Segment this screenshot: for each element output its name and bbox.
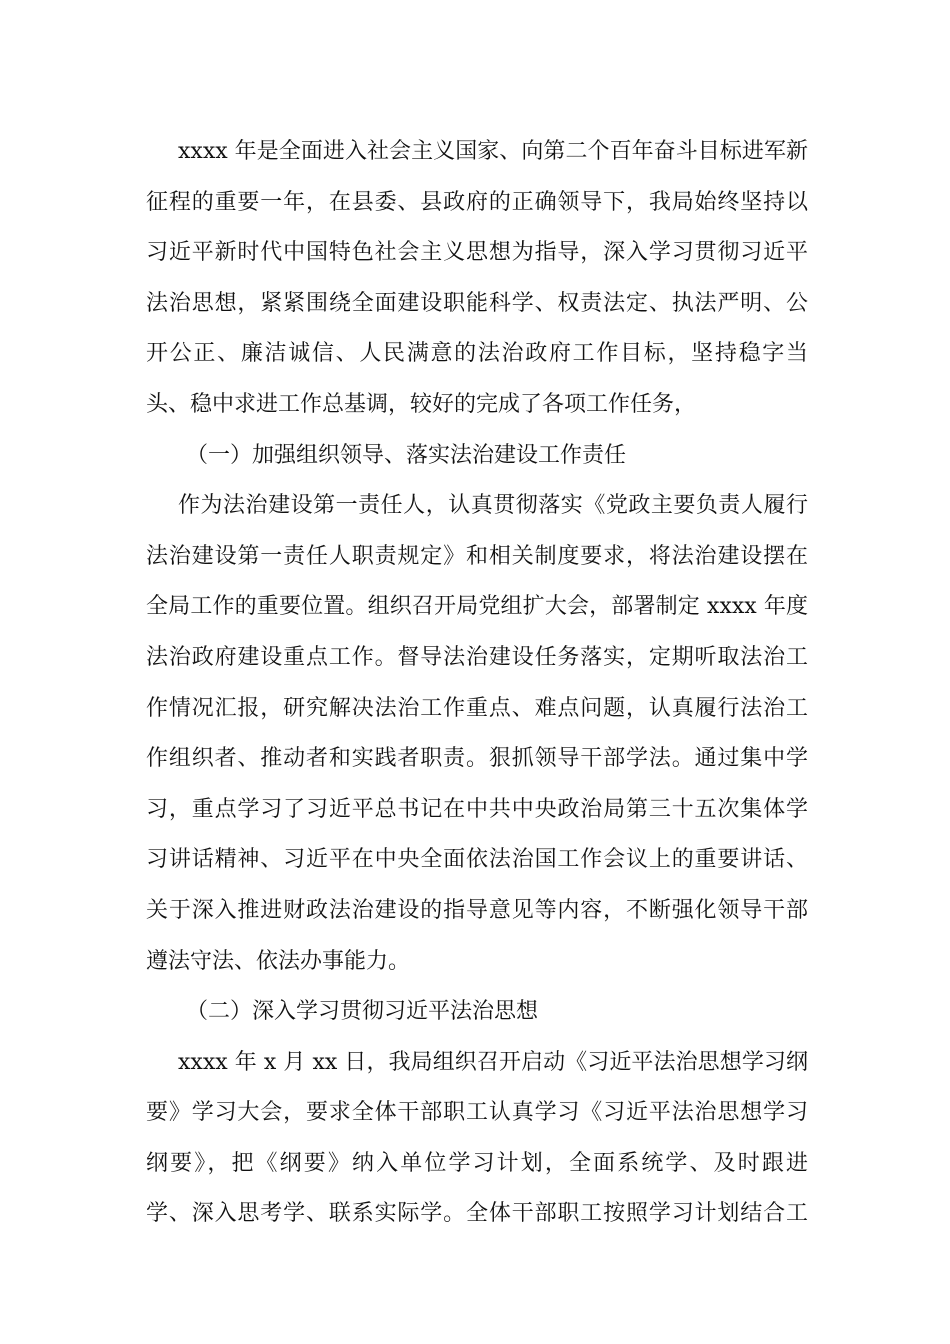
text-line: 法治思想，紧紧围绕全面建设职能科学、权责法定、执法严明、公 xyxy=(146,290,808,316)
text-line: 习讲话精神、习近平在中央全面依法治国工作会议上的重要讲话、 xyxy=(146,847,808,873)
text-line: 学、深入思考学、联系实际学。全体干部职工按照学习计划结合工 xyxy=(146,1201,808,1227)
text-line: 作为法治建设第一责任人，认真贯彻落实《党政主要负责人履行 xyxy=(178,493,808,519)
section-heading-1 xyxy=(146,431,808,482)
text-line: 征程的重要一年，在县委、县政府的正确领导下，我局始终坚持以 xyxy=(146,189,808,215)
paragraph-section-2 xyxy=(146,1038,808,1240)
text-line: xxxx 年 x 月 xx 日，我局组织召开启动《习近平法治思想学习纲 xyxy=(178,1049,808,1075)
text-line: 习，重点学习了习近平总书记在中共中央政治局第三十五次集体学 xyxy=(146,796,808,822)
text-line: 作组织者、推动者和实践者职责。狠抓领导干部学法。通过集中学 xyxy=(146,746,808,772)
paragraph-section-1 xyxy=(146,481,808,987)
text-line: 遵法守法、依法办事能力。 xyxy=(146,948,411,974)
heading-text: （二）深入学习贯彻习近平法治思想 xyxy=(186,999,539,1025)
document-body xyxy=(146,127,808,1240)
text-line: 开公正、廉洁诚信、人民满意的法治政府工作目标，坚持稳字当 xyxy=(146,341,808,367)
text-line: 要》学习大会，要求全体干部职工认真学习《习近平法治思想学习 xyxy=(146,1100,808,1126)
section-heading-2 xyxy=(146,987,808,1038)
text-line: 关于深入推进财政法治建设的指导意见等内容，不断强化领导干部 xyxy=(146,897,808,923)
text-line: 法治政府建设重点工作。督导法治建设任务落实，定期听取法治工 xyxy=(146,644,808,670)
heading-text: （一）加强组织领导、落实法治建设工作责任 xyxy=(186,442,627,468)
paragraph-intro xyxy=(146,127,808,431)
text-line: 习近平新时代中国特色社会主义思想为指导，深入学习贯彻习近平 xyxy=(146,240,808,266)
text-line: 法治建设第一责任人职责规定》和相关制度要求，将法治建设摆在 xyxy=(146,543,808,569)
text-line: 纲要》，把《纲要》纳入单位学习计划，全面系统学、及时跟进 xyxy=(146,1150,808,1176)
text-line: 全局工作的重要位置。组织召开局党组扩大会，部署制定 xxxx 年度 xyxy=(146,594,808,620)
text-line: 头、稳中求进工作总基调，较好的完成了各项工作任务， xyxy=(146,391,697,417)
text-line: 作情况汇报，研究解决法治工作重点、难点问题，认真履行法治工 xyxy=(146,695,808,721)
text-line: xxxx 年是全面进入社会主义国家、向第二个百年奋斗目标进军新 xyxy=(178,139,808,164)
